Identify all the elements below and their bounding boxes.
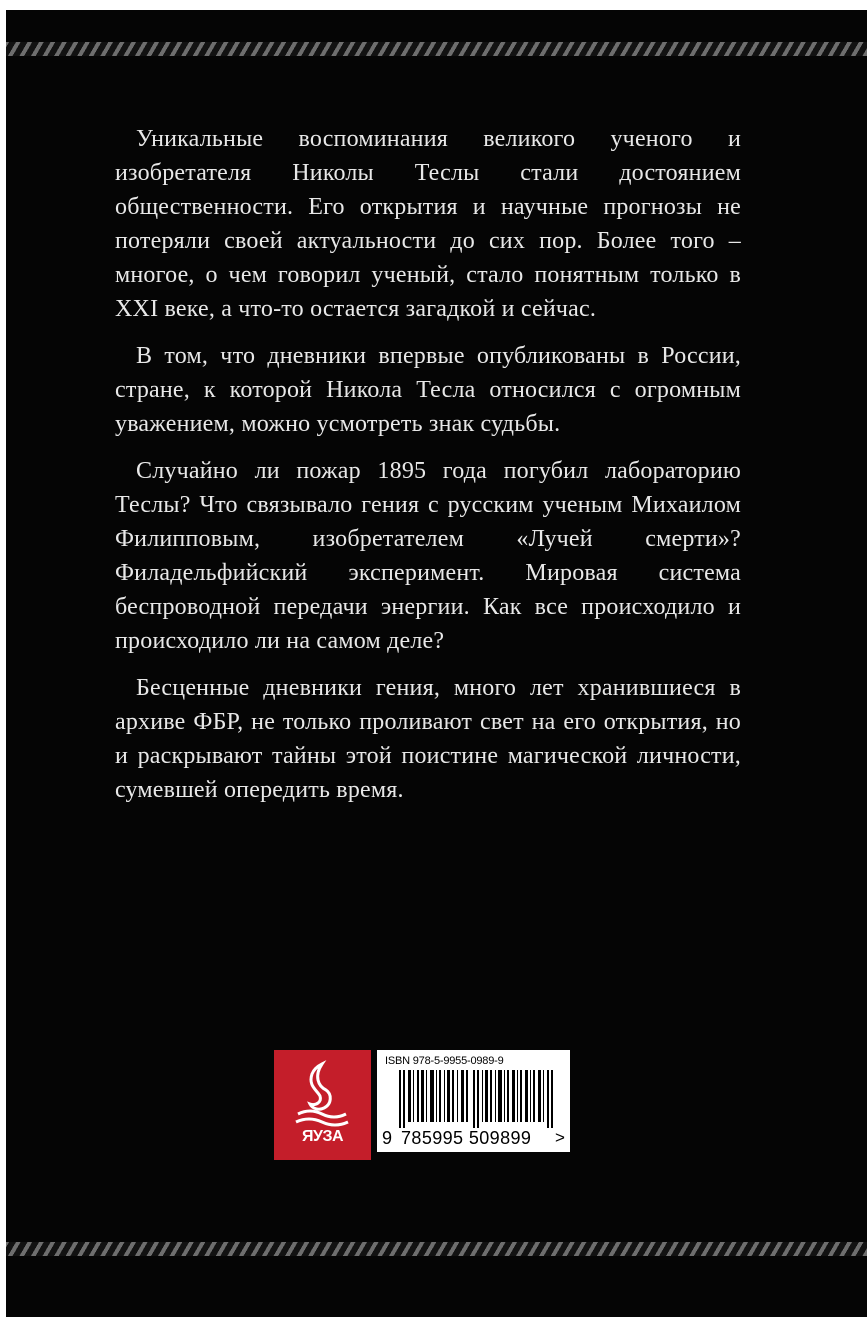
paragraph-1: Уникальные воспоминания великого ученого и изобретателя Николы Теслы стали достоянием общественности. Его открытия и научные прогнозы не потеряли своей актуальности до сих пор. Более того – многое, о чем говорил ученый, стало понятным только в XXI веке, а что-то остается загадкой и сейчас. (115, 126, 741, 322)
paragraph-4: Бесценные дневники гения, много лет хранившиеся в архиве ФБР, не только проливают свет на его открытия, но и раскрывают тайны этой поистине магической личности, сумевшей опередить время. (115, 675, 741, 803)
bottom-decorative-stripe (6, 1242, 867, 1256)
paragraph-3: Случайно ли пожар 1895 года погубил лабораторию Теслы? Что связывало гения с русским ученым Михаилом Филипповым, изобретателем «Лучей смерти»? Филадельфийский эксперимент. Мировая система беспроводной передачи энергии. Как все происходило и происходило ли на самом деле? (115, 458, 741, 654)
top-decorative-stripe (6, 42, 867, 56)
annotation-text (115, 122, 741, 820)
isbn-number: ISBN 978-5-9955-0989-9 (385, 1055, 504, 1067)
isbn-barcode (377, 1050, 570, 1152)
publisher-name: ЯУЗА (301, 1128, 344, 1145)
publisher-logo (274, 1050, 371, 1160)
ean-first-digit: 9 (382, 1128, 393, 1148)
book-back-cover (6, 10, 867, 1317)
ean-digits: 785995 509899 (401, 1128, 532, 1148)
barcode-bars-icon (399, 1070, 559, 1128)
ean-arrow: > (555, 1128, 565, 1147)
paragraph-2: В том, что дневники впервые опубликованы в России, стране, к которой Никола Тесла относился с огромным уважением, можно усмотреть знак судьбы. (115, 343, 741, 437)
